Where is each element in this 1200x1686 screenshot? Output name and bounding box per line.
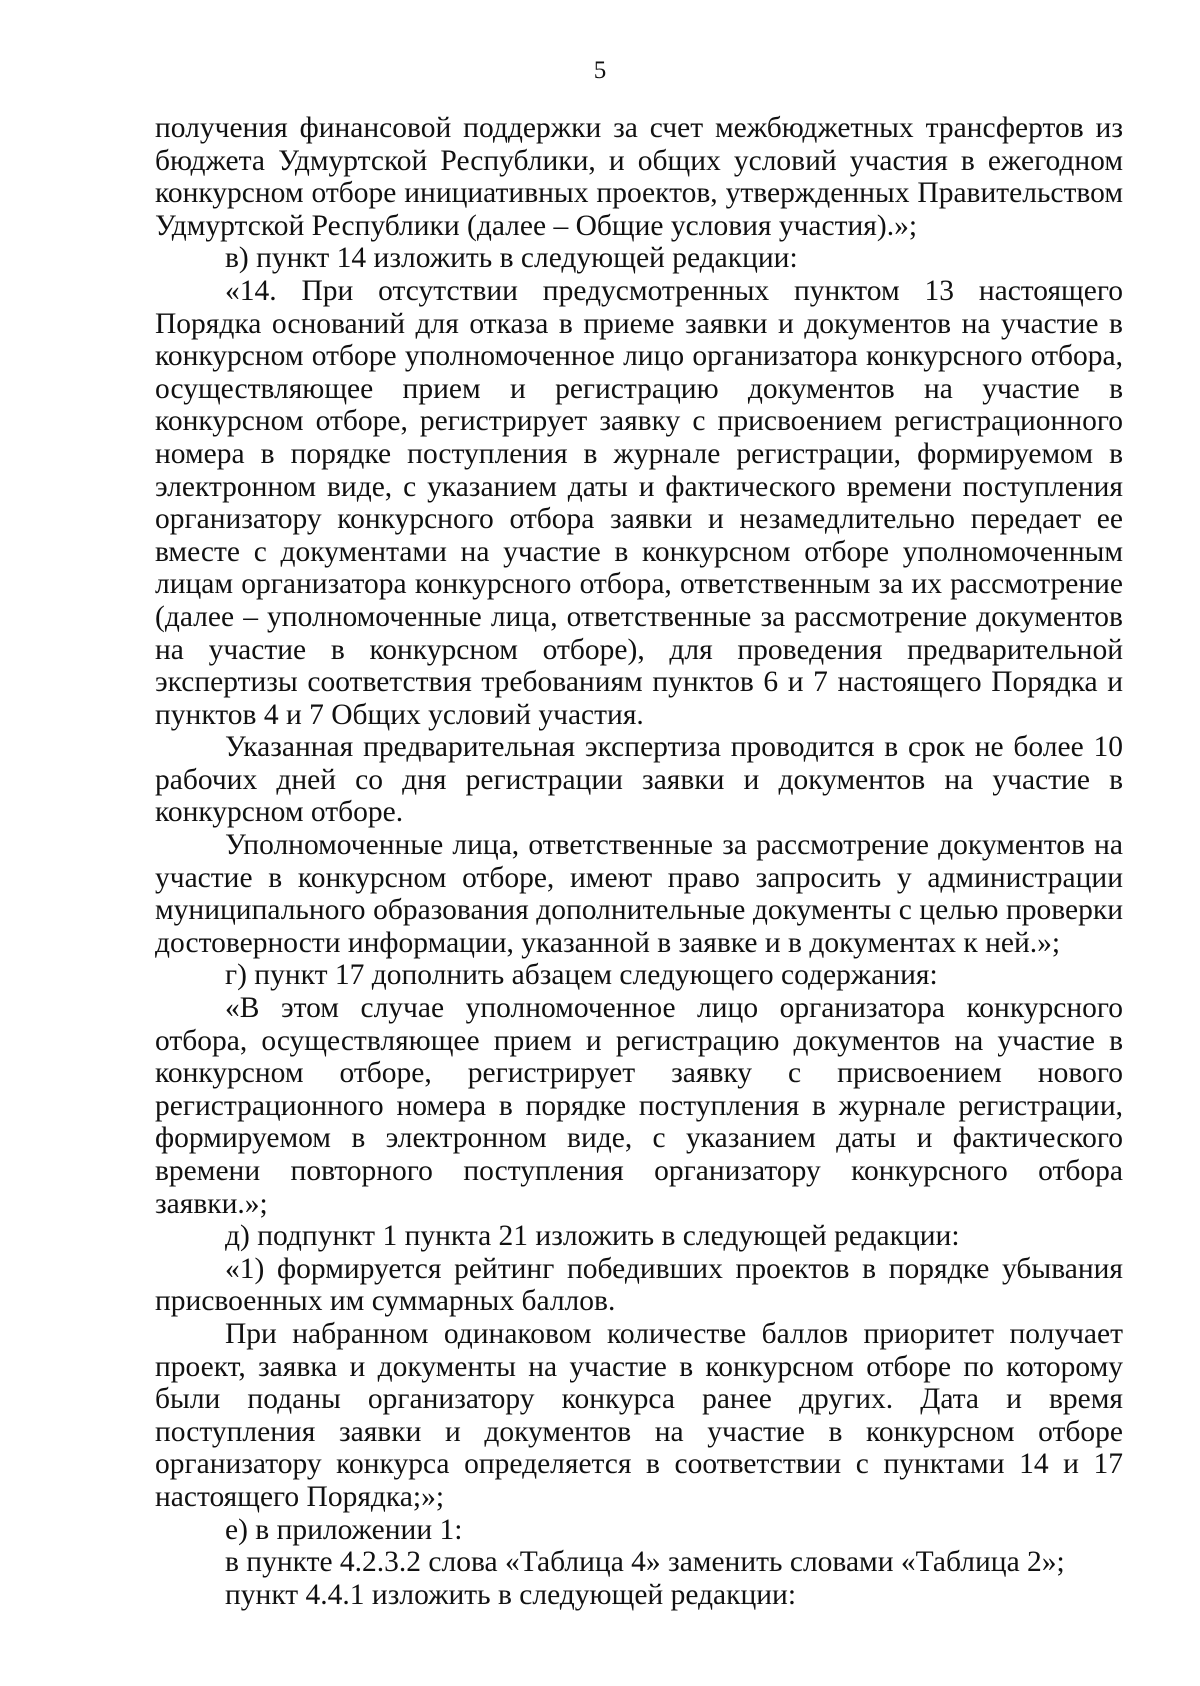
paragraph-subclause-1: «1) формируется рейтинг победивших проектов в порядке убывания присвоенных им суммарных баллов. (155, 1252, 1123, 1318)
paragraph-clause-14: «14. При отсутствии предусмотренных пунктом 13 настоящего Порядка оснований для отказа в приеме заявки и документов на участие в конкурсном отборе уполномоченное лицо организатора конкурсного отбора, осуществляющее прием и регистрацию документов на участие в конкурсном отборе, регистрирует заявку с присвоением регистрационного номера в порядке поступления в журнале регистрации, формируемом в электронном виде, с указанием даты и фактического времени поступления организатору конкурсного отбора заявки и незамедлительно передает ее вместе с документами на участие в конкурсном отборе уполномоченным лицам организатора конкурсного отбора, ответственным за их рассмотрение (далее – уполномоченные лица, ответственные за рассмотрение документов на участие в конкурсном отборе), для проведения предварительной экспертизы соответствия требованиям пунктов 6 и 7 настоящего Порядка и пунктов 4 и 7 Общих условий участия. (155, 274, 1123, 731)
page-number: 5 (593, 57, 607, 84)
paragraph-expertise-term: Указанная предварительная экспертиза проводится в срок не более 10 рабочих дней со дня регистрации заявки и документов на участие в конкурсном отборе. (155, 731, 1123, 829)
paragraph-item-e: е) в приложении 1: (225, 1513, 463, 1546)
paragraph-item-g: г) пункт 17 дополнить абзацем следующего содержания: (225, 959, 938, 992)
paragraph-clause-17-addition: «В этом случае уполномоченное лицо организатора конкурсного отбора, осуществляющее прием и регистрацию документов на участие в конкурсном отборе, регистрирует заявку с присвоением нового регистрационного номера в порядке поступления в журнале регистрации, формируемом в электронном виде, с указанием даты и фактического времени повторного поступления организатору конкурсного отбора заявки.»; (155, 992, 1123, 1220)
paragraph-clause-4-4-1: пункт 4.4.1 изложить в следующей редакции: (225, 1578, 797, 1611)
paragraph-item-d: д) подпункт 1 пункта 21 изложить в следующей редакции: (225, 1220, 960, 1253)
paragraph-authorized-persons: Уполномоченные лица, ответственные за рассмотрение документов на участие в конкурсном отборе, имеют право запросить у администрации муниципального образования дополнительные документы с целью проверки достоверности информации, указанной в заявке и в документах к ней.»; (155, 829, 1123, 959)
paragraph-continuation: получения финансовой поддержки за счет межбюджетных трансфертов из бюджета Удмуртской Республики, и общих условий участия в ежегодном конкурсном отборе инициативных проектов, утвержденных Правительством Удмуртской Республики (далее – Общие условия участия).»; (155, 112, 1123, 242)
document-body (155, 112, 1123, 1611)
paragraph-item-v: в) пункт 14 изложить в следующей редакции: (225, 242, 798, 275)
paragraph-equal-points: При набранном одинаковом количестве баллов приоритет получает проект, заявка и документы на участие в конкурсном отборе по которому были поданы организатору конкурса ранее других. Дата и время поступления заявки и документов на участие в конкурсном отборе организатору конкурса определяется в соответствии с пунктами 14 и 17 настоящего Порядка;»; (155, 1317, 1123, 1513)
paragraph-clause-4-2-3-2: в пункте 4.2.3.2 слова «Таблица 4» заменить словами «Таблица 2»; (225, 1546, 1065, 1579)
